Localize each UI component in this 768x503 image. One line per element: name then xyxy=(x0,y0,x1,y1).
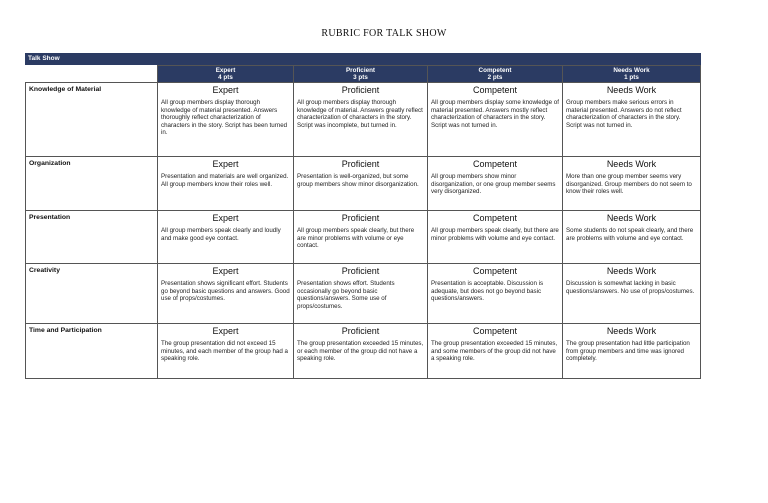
rubric-cell: Competent The group presentation exceeded 15 minutes, and some members of the group did not have a speaking role. xyxy=(428,324,563,379)
table-row xyxy=(26,264,701,324)
header-corner xyxy=(26,66,158,83)
rubric-cell: Expert Presentation and materials are well organized. All group members know their roles well. xyxy=(158,157,294,211)
table-title-bar: Talk Show xyxy=(25,53,701,65)
rubric-cell: Expert All group members speak clearly and loudly and make good eye contact. xyxy=(158,211,294,264)
table-row xyxy=(26,157,701,211)
table-row xyxy=(26,324,701,379)
row-label: Creativity xyxy=(26,264,158,324)
page-title: RUBRIC FOR TALK SHOW xyxy=(321,28,447,39)
rubric-table xyxy=(25,53,701,379)
column-header-competent: Competent 2 pts xyxy=(428,66,563,83)
column-header-proficient: Proficient 3 pts xyxy=(294,66,428,83)
rubric-cell: Competent All group members display some knowledge of material presented. Answers mostly reflect characterization of characters in the story. Script was not turned in. xyxy=(428,83,563,157)
column-header-needs-work: Needs Work 1 pts xyxy=(563,66,701,83)
table-row xyxy=(26,83,701,157)
rubric-cell: Proficient Presentation shows effort. Students occasionally go beyond basic questions/answers. Some use of props/costumes. xyxy=(294,264,428,324)
rubric-cell: Proficient All group members display thorough knowledge of material. Answers greatly reflect characterization of characters in the story. Script was incomplete, but turned in. xyxy=(294,83,428,157)
rubric-cell: Needs Work The group presentation had little participation from group members and time was ignored completely. xyxy=(563,324,701,379)
rubric-cell: Needs Work Group members make serious errors in material presented. Answers do not reflect characterization of characters in the story. Script was not turned in. xyxy=(563,83,701,157)
rubric-grid xyxy=(25,65,701,379)
rubric-cell: Proficient Presentation is well-organized, but some group members show minor disorganization. xyxy=(294,157,428,211)
rubric-cell: Needs Work More than one group member seems very disorganized. Group members do not seem to know their roles well. xyxy=(563,157,701,211)
rubric-cell: Competent All group members speak clearly, but there are minor problems with volume and eye contact. xyxy=(428,211,563,264)
rubric-cell: Proficient The group presentation exceeded 15 minutes, or each member of the group did not have a speaking role. xyxy=(294,324,428,379)
rubric-cell: Competent All group members show minor disorganization, or one group member seems very disorganized. xyxy=(428,157,563,211)
rubric-cell: Needs Work Some students do not speak clearly, and there are problems with volume and eye contact. xyxy=(563,211,701,264)
rubric-cell: Expert The group presentation did not exceed 15 minutes, and each member of the group had a speaking role. xyxy=(158,324,294,379)
row-label: Knowledge of Material xyxy=(26,83,158,157)
rubric-cell: Competent Presentation is acceptable. Discussion is adequate, but does not go beyond basic questions/answers. xyxy=(428,264,563,324)
column-header-expert: Expert 4 pts xyxy=(158,66,294,83)
rubric-cell: Proficient All group members speak clearly, but there are minor problems with volume or eye contact. xyxy=(294,211,428,264)
row-label: Presentation xyxy=(26,211,158,264)
row-label: Time and Participation xyxy=(26,324,158,379)
row-label: Organization xyxy=(26,157,158,211)
table-row xyxy=(26,211,701,264)
header-row xyxy=(26,66,701,83)
rubric-cell: Expert All group members display thorough knowledge of material presented. Answers thoroughly reflect characterization of characters in the story. Script has been turned in. xyxy=(158,83,294,157)
rubric-cell: Needs Work Discussion is somewhat lacking in basic questions/answers. No use of props/costumes. xyxy=(563,264,701,324)
rubric-cell: Expert Presentation shows significant effort. Students go beyond basic questions and answers. Good use of props/costumes. xyxy=(158,264,294,324)
